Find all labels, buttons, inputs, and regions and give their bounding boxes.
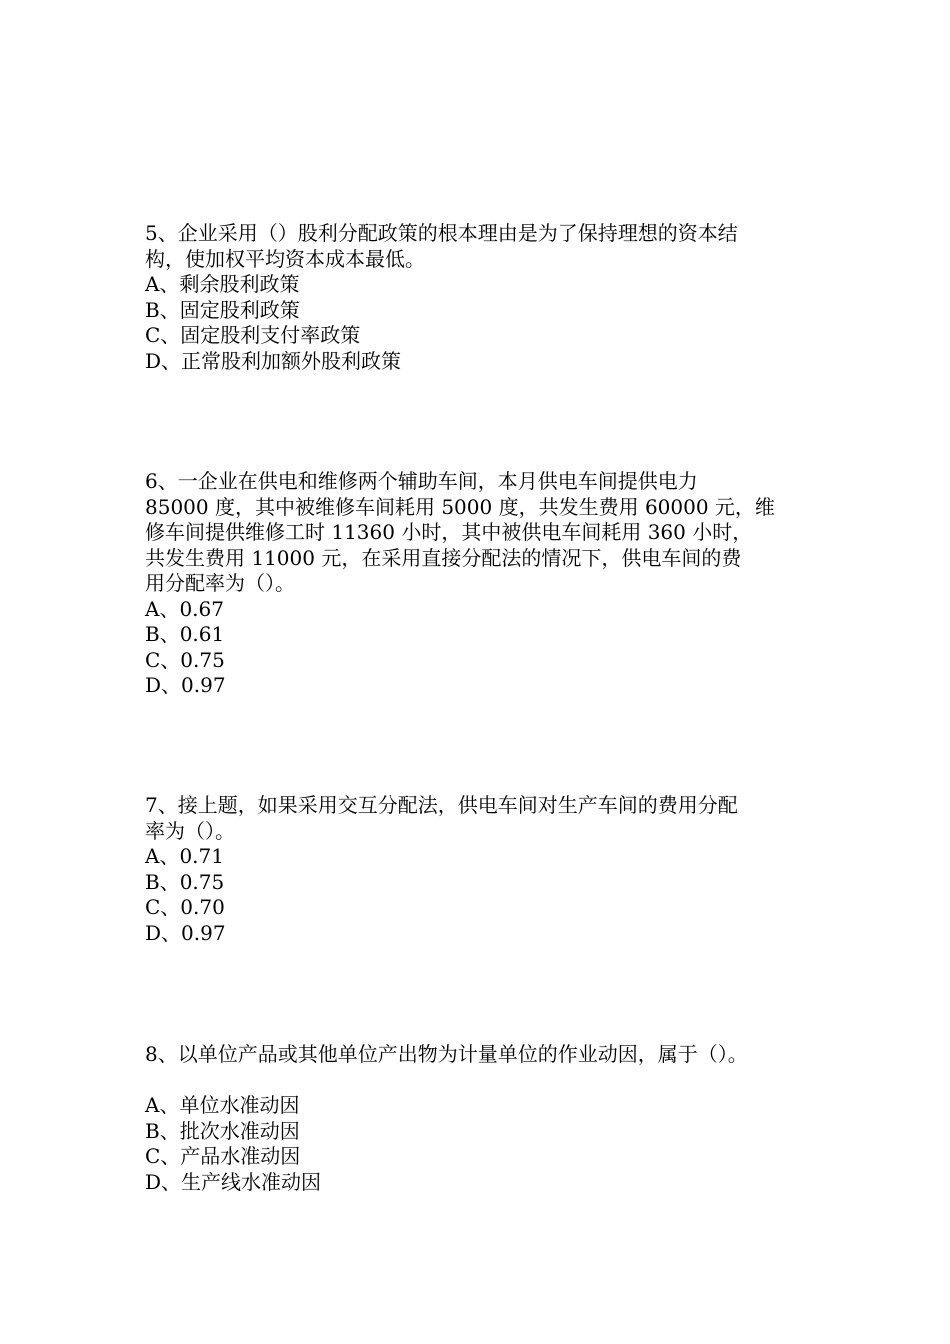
stem-line: 修车间提供维修工时 11360 小时，其中被供电车间耗用 360 小时， bbox=[145, 520, 753, 544]
option-a: A、单位水准动因 bbox=[145, 1093, 300, 1117]
option-c: C、固定股利支付率政策 bbox=[145, 323, 361, 347]
question-stem bbox=[145, 221, 845, 272]
option-c: C、0.70 bbox=[145, 895, 225, 919]
option-a: A、剩余股利政策 bbox=[145, 272, 300, 296]
option-c: C、0.75 bbox=[145, 647, 225, 672]
option-a: A、0.71 bbox=[145, 844, 224, 868]
question-8 bbox=[145, 1042, 845, 1195]
question-7 bbox=[145, 793, 845, 946]
stem-line: 7、接上题，如果采用交互分配法，供电车间对生产车间的费用分配 bbox=[145, 793, 738, 817]
question-stem bbox=[145, 1042, 845, 1068]
stem-line: 共发生费用 11000 元，在采用直接分配法的情况下，供电车间的费 bbox=[145, 545, 742, 570]
option-a: A、0.67 bbox=[145, 596, 224, 621]
spacer bbox=[145, 1068, 845, 1094]
option-b: B、固定股利政策 bbox=[145, 297, 300, 322]
option-d: D、生产线水准动因 bbox=[145, 1169, 322, 1194]
option-b: B、0.61 bbox=[145, 622, 225, 646]
option-d: D、正常股利加额外股利政策 bbox=[145, 348, 402, 373]
option-b: B、0.75 bbox=[145, 869, 225, 894]
stem-line: 构，使加权平均资本成本最低。 bbox=[145, 246, 425, 271]
stem-line: 用分配率为（）。 bbox=[145, 571, 295, 595]
stem-line: 85000 度，其中被维修车间耗用 5000 度，共发生费用 60000 元，维 bbox=[145, 494, 775, 519]
option-b: B、批次水准动因 bbox=[145, 1118, 300, 1143]
question-6 bbox=[145, 469, 845, 699]
option-c: C、产品水准动因 bbox=[145, 1144, 301, 1168]
question-stem bbox=[145, 469, 845, 597]
stem-line: 8、以单位产品或其他单位产出物为计量单位的作业动因，属于（）。 bbox=[145, 1042, 748, 1066]
option-d: D、0.97 bbox=[145, 673, 226, 697]
question-5 bbox=[145, 221, 845, 374]
stem-line: 5、企业采用（）股利分配政策的根本理由是为了保持理想的资本结 bbox=[145, 221, 738, 245]
stem-line: 6、一企业在供电和维修两个辅助车间，本月供电车间提供电力 bbox=[145, 469, 698, 493]
question-stem bbox=[145, 793, 845, 844]
option-d: D、0.97 bbox=[145, 920, 226, 945]
stem-line: 率为（）。 bbox=[145, 818, 235, 843]
